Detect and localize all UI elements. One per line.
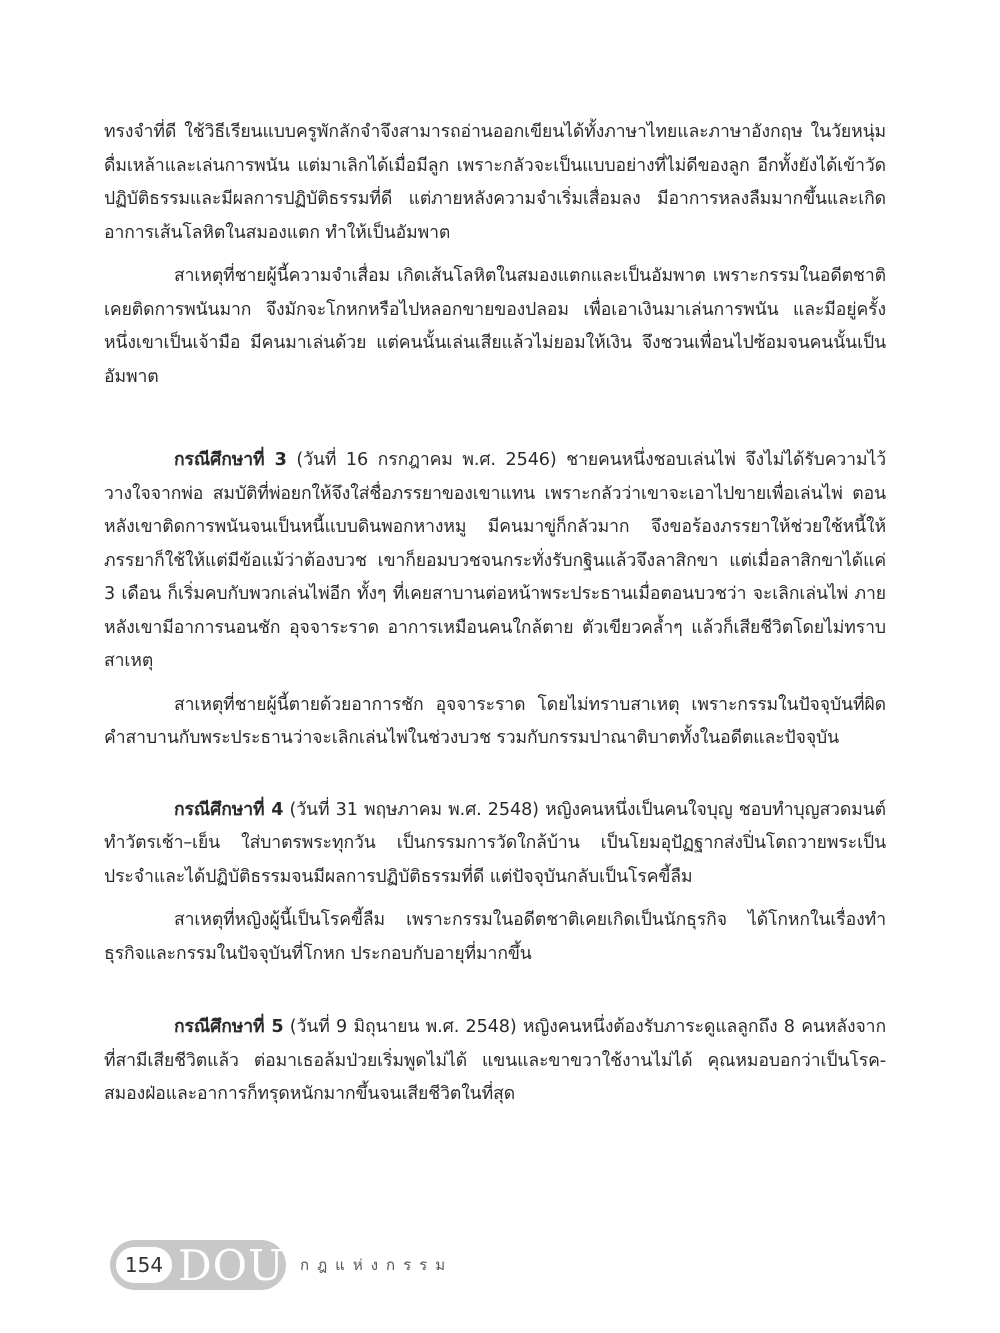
- case-study-5: [104, 1011, 886, 1112]
- case-study-4-label: กรณีศึกษาที่ 4: [174, 799, 284, 820]
- page-number: 154: [116, 1247, 172, 1283]
- paragraph-intro: ทรงจำที่ดี ใช้วิธีเรียนแบบครูพักลักจำจึงสามารถอ่านออกเขียนได้ทั้งภาษาไทยและภาษาอังกฤษ ในวัยหนุ่มดื่มเหล้าและเล่นการพนัน แต่มาเลิกได้เมื่อมีลูก เพราะกลัวจะเป็นแบบอย่างที่ไม่ดีของลูก อีกทั้งยังได้เข้าวัดปฏิบัติธรรมและมีผลการปฏิบัติธรรมที่ดี แต่ภายหลังความจำเริ่มเสื่อมลง มีอาการหลงลืมมากขึ้นและเกิดอาการเส้นโลหิตในสมองแตก ทำให้เป็นอัมพาต: [104, 122, 886, 243]
- case-study-5-label: กรณีศึกษาที่ 5: [174, 1017, 284, 1037]
- case-study-3-label: กรณีศึกษาที่ 3: [174, 450, 287, 470]
- footer-badge: [110, 1240, 286, 1290]
- book-title: กฎแห่งกรรม: [300, 1256, 454, 1274]
- case-study-3-cause: สาเหตุที่ชายผู้นี้ตายด้วยอาการชัก อุจจาระราด โดยไม่ทราบสาเหตุ เพราะกรรมในปัจจุบันที่ผิดคำสาบานกับพระประธานว่าจะเลิกเล่นไพ่ในช่วงบวช รวมกับกรรมปาณาติบาตทั้งในอดีตและปัจจุบัน: [104, 694, 886, 748]
- case-study-3-text: (วันที่ 16 กรกฎาคม พ.ศ. 2546) ชายคนหนึ่งชอบเล่นไพ่ จึงไม่ได้รับความไว้วางใจจากพ่อ สมบัติที่พ่อยกให้จึงใส่ชื่อภรรยาของเขาแทน เพราะกลัวว่าเขาจะเอาไปขายเพื่อเล่นไพ่ ตอนหลังเขาติดการพนันจนเป็นหนี้แบบดินพอกหางหมู มีคนมาขู่ก็กลัวมาก จึงขอร้องภรรยาให้ช่วยใช้หนี้ให้ ภรรยาก็ใช้ให้แต่มีข้อแม้ว่าต้องบวช เขาก็ยอมบวชจนกระทั่งรับกฐินแล้วจึงลาสิกขา แต่เมื่อลาสิกขาได้แค่ 3 เดือน ก็เริ่มคบกับพวกเล่นไพ่อีก ทั้งๆ ที่เคยสาบานต่อหน้าพระประธานเมื่อตอนบวชว่า จะเลิกเล่นไพ่ ภายหลังเขามีอาการนอนชัก อุจจาระราด อาการเหมือนคนใกล้ตาย ตัวเขียวคล้ำๆ แล้วก็เสียชีวิตโดยไม่ทราบสาเหตุ: [104, 450, 886, 671]
- case-study-4-text: (วันที่ 31 พฤษภาคม พ.ศ. 2548) หญิงคนหนึ่งเป็นคนใจบุญ ชอบทำบุญสวดมนต์ทำวัตรเช้า–เย็น ใส่บาตรพระทุกวัน เป็นกรรมการวัดใกล้บ้าน เป็นโยมอุปัฏฐากส่งปิ่นโตถวายพระเป็นประจำและได้ปฏิบัติธรรมจนมีผลการปฏิบัติธรรมที่ดี แต่ปัจจุบันกลับเป็นโรคขี้ลืม: [104, 799, 887, 887]
- case-study-4-cause: สาเหตุที่หญิงผู้นี้เป็นโรคขี้ลืม เพราะกรรมในอดีตชาติเคยเกิดเป็นนักธุรกิจ ได้โกหกในเรื่องทำธุรกิจและกรรมในปัจจุบันที่โกหก ประกอบกับอายุที่มากขึ้น: [104, 910, 886, 964]
- page-footer: [110, 1240, 670, 1290]
- brand-logo: DOU: [178, 1241, 285, 1290]
- paragraph-cause-1: สาเหตุที่ชายผู้นี้ความจำเสื่อม เกิดเส้นโลหิตในสมองแตกและเป็นอัมพาต เพราะกรรมในอดีตชาติเคยติดการพนันมาก จึงมักจะโกหกหรือไปหลอกขายของปลอม เพื่อเอาเงินมาเล่นการพนัน และมีอยู่ครั้งหนึ่งเขาเป็นเจ้ามือ มีคนมาเล่นด้วย แต่คนนั้นเล่นเสียแล้วไม่ยอมให้เงิน จึงชวนเพื่อนไปซ้อมจนคนนั้นเป็นอัมพาต: [104, 266, 886, 387]
- case-study-4: [104, 794, 886, 895]
- case-study-5-text: (วันที่ 9 มิถุนายน พ.ศ. 2548) หญิงคนหนึ่งต้องรับภาระดูแลลูกถึง 8 คนหลังจากที่สามีเสียชีวิตแล้ว ต่อมาเธอล้มป่วยเริ่มพูดไม่ได้ แขนและขาขวาใช้งานไม่ได้ คุณหมอบอกว่าเป็นโรค-สมองฝ่อและอาการก็ทรุดหนักมากขึ้นจนเสียชีวิตในที่สุด: [104, 1017, 887, 1104]
- case-study-3: [104, 444, 886, 679]
- document-body: [104, 116, 886, 1112]
